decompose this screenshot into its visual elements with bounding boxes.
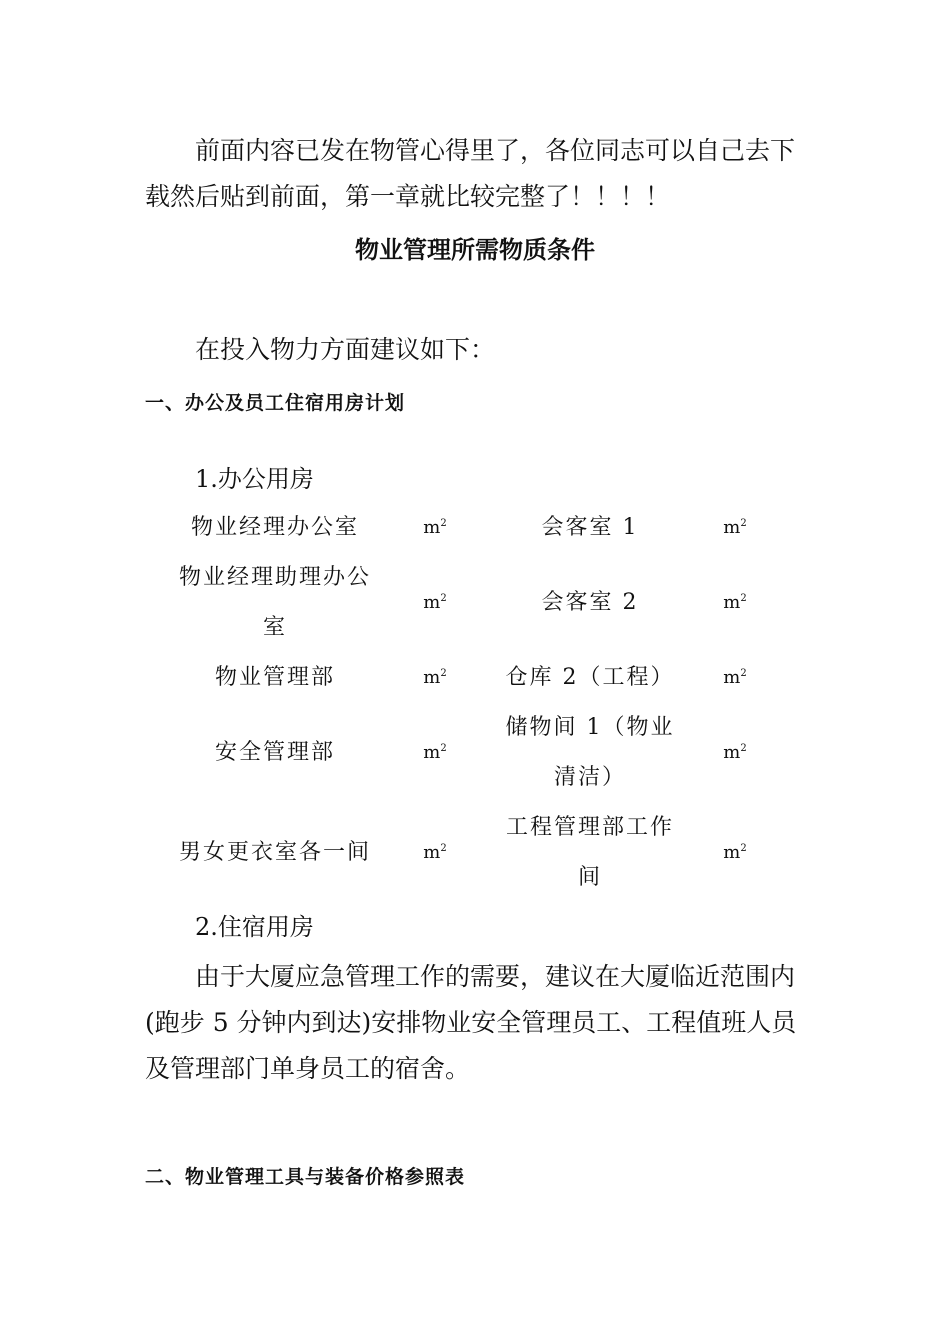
- room-name-right: 工程管理部工作间: [505, 815, 674, 890]
- table-row: [175, 503, 785, 553]
- area-unit: $m^2$: [423, 667, 447, 688]
- area-unit: $m^2$: [423, 742, 447, 763]
- area-unit: $m^2$: [723, 742, 747, 763]
- room-name-left: 物业经理助理办公室: [178, 565, 371, 640]
- table-row: [175, 803, 785, 903]
- room-name-right: 会客室 1: [541, 515, 639, 540]
- table-row: [175, 703, 785, 803]
- room-name-right: 储物间 1（物业清洁）: [505, 715, 675, 790]
- section1-heading: 一、办公及员工住宿用房计划: [145, 392, 406, 414]
- area-unit: $m^2$: [723, 667, 747, 688]
- suggestion-paragraph: 在投入物力方面建议如下：: [195, 335, 496, 364]
- room-name-right: 会客室 2: [541, 590, 639, 615]
- room-name-right: 仓库 2（工程）: [505, 665, 675, 690]
- intro-paragraph: 前面内容已发在物管心得里了，各位同志可以自己去下载然后贴到前面，第一章就比较完整了！！！！: [145, 136, 796, 211]
- area-unit: $m^2$: [423, 517, 447, 538]
- document-title: 物业管理所需物质条件: [355, 236, 595, 264]
- area-unit: $m^2$: [723, 517, 747, 538]
- dorm-paragraph: 由于大厦应急管理工作的需要，建议在大厦临近范围内(跑步 5 分钟内到达)安排物业安全管理员工、工程值班人员及管理部门单身员工的宿舍。: [145, 962, 797, 1083]
- table-row: [175, 553, 785, 653]
- area-unit: $m^2$: [423, 592, 447, 613]
- room-name-left: 安全管理部: [214, 740, 335, 765]
- table-row: [175, 653, 785, 703]
- room-name-left: 物业管理部: [214, 665, 335, 690]
- dorm-subheading: 2.住宿用房: [195, 913, 314, 941]
- office-subheading: 1.办公用房: [195, 465, 314, 493]
- room-name-left: 男女更衣室各一间: [178, 840, 371, 865]
- area-unit: $m^2$: [723, 842, 747, 863]
- area-unit: $m^2$: [723, 592, 747, 613]
- room-name-left: 物业经理办公室: [190, 515, 359, 540]
- section2-heading: 二、物业管理工具与装备价格参照表: [145, 1166, 466, 1188]
- office-rooms-table: [175, 503, 785, 903]
- area-unit: $m^2$: [423, 842, 447, 863]
